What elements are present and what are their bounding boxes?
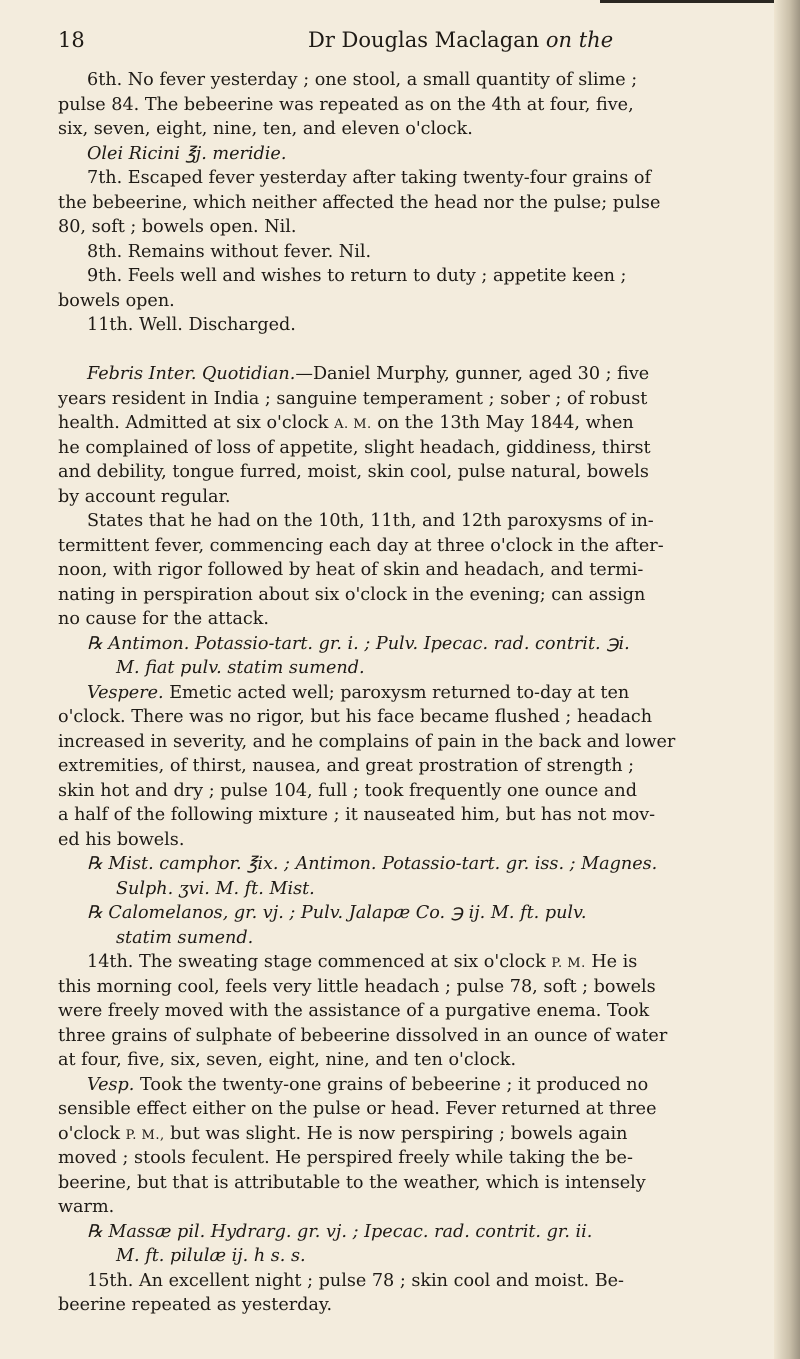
text-line: a half of the following mixture ; it nauseated him, but has not mov- [58, 805, 656, 825]
paragraph-gap [58, 338, 770, 363]
time-label: Vesp. [87, 1074, 135, 1095]
text-line: beerine repeated as yesterday. [58, 1295, 333, 1315]
prescription-text: Olei Ricini ℥j. meridie. [87, 143, 287, 164]
prescription-text: statim sumend. [116, 927, 254, 948]
prescription-line [58, 1244, 770, 1269]
prescription-line [58, 656, 770, 681]
text-line: 80, soft ; bowels open. Nil. [58, 217, 297, 237]
running-title-author: Dr Douglas Maclagan [308, 28, 540, 52]
text-line: pulse 84. The bebeerine was repeated as on the 4th at four, five, [58, 94, 634, 115]
text-line: years resident in India ; sanguine temperament ; sober ; of robust [58, 388, 648, 409]
prescription-line [58, 632, 770, 657]
prescription-text: Sulph. ʒvi. M. ft. Mist. [116, 878, 315, 899]
text-line [58, 1122, 770, 1147]
text-span: health. Admitted at six o'clock [58, 413, 329, 433]
text-line: 6th. No fever yesterday ; one stool, a small quantity of slime ; [87, 70, 638, 90]
text-line: noon, with rigor followed by heat of skin and headach, and termi- [58, 560, 644, 580]
text-span: on the 13th May 1844, when [377, 413, 634, 433]
body-text [58, 68, 770, 1318]
page-edge-shadow [774, 0, 800, 1359]
text-line: o'clock. There was no rigor, but his face became flushed ; headach [58, 707, 653, 727]
text-line: extremities, of thirst, nausea, and great prostration of strength ; [58, 756, 635, 776]
text-line: six, seven, eight, nine, ten, and eleven o'clock. [58, 119, 473, 139]
text-line [58, 681, 770, 706]
text-line: he complained of loss of appetite, slight headach, giddiness, thirst [58, 437, 651, 458]
text-line: increased in severity, and he complains of pain in the back and lower [58, 731, 676, 752]
prescription-line [58, 926, 770, 951]
text-line: beerine, but that is attributable to the weather, which is intensely [58, 1172, 646, 1193]
text-line: States that he had on the 10th, 11th, and 12th paroxysms of in- [87, 511, 654, 531]
prescription-text: M. ft. pilulæ ij. h s. s. [116, 1246, 306, 1266]
text-line: and debility, tongue furred, moist, skin cool, pulse natural, bowels [58, 462, 649, 482]
prescription-text: M. fiat pulv. statim sumend. [116, 658, 365, 678]
text-line: 15th. An excellent night ; pulse 78 ; skin cool and moist. Be- [87, 1270, 624, 1291]
text-span: —Daniel Murphy, gunner, aged 30 ; five [295, 364, 650, 384]
small-caps-time: A. M. [334, 417, 372, 432]
prescription-line [58, 142, 770, 167]
text-span: Took the twenty-one grains of bebeerine ; it produced no [139, 1074, 649, 1095]
text-line: 7th. Escaped fever yesterday after taking twenty-four grains of [87, 168, 651, 188]
page-number: 18 [58, 28, 85, 52]
text-line: ed his bowels. [58, 829, 185, 850]
text-line: 8th. Remains without fever. Nil. [87, 241, 372, 262]
text-line [58, 1073, 770, 1098]
text-line: this morning cool, feels very little headach ; pulse 78, soft ; bowels [58, 976, 656, 997]
text-line: bowels open. [58, 290, 175, 311]
text-line: at four, five, six, seven, eight, nine, and ten o'clock. [58, 1050, 517, 1070]
small-caps-time: P. M., [125, 1127, 165, 1143]
text-line: 11th. Well. Discharged. [87, 315, 296, 335]
prescription-line [58, 1220, 770, 1245]
case-heading: Febris Inter. Quotidian. [87, 364, 296, 384]
text-line [58, 950, 770, 975]
text-line: warm. [58, 1197, 115, 1217]
running-title [308, 28, 613, 52]
text-span: He is [591, 952, 638, 972]
prescription-text: ℞ Antimon. Potassio-tart. gr. i. ; Pulv. Ipecac. rad. contrit. ℈i. [87, 633, 630, 654]
text-span: but was slight. He is now perspiring ; bowels again [170, 1123, 628, 1144]
text-span: 14th. The sweating stage commenced at six o'clock [87, 952, 546, 972]
text-line: three grains of sulphate of bebeerine dissolved in an ounce of water [58, 1025, 668, 1046]
prescription-text: ℞ Mist. camphor. ℥ix. ; Antimon. Potassio-tart. gr. iss. ; Magnes. [87, 854, 658, 874]
text-line: nating in perspiration about six o'clock in the evening; can assign [58, 584, 646, 605]
prescription-line [58, 852, 770, 877]
text-line: no cause for the attack. [58, 609, 269, 629]
text-line: were freely moved with the assistance of a purgative enema. Took [58, 1001, 650, 1021]
time-label: Vespere. [87, 682, 164, 703]
text-line: skin hot and dry ; pulse 104, full ; took frequently one ounce and [58, 780, 637, 801]
page-header [58, 28, 758, 68]
prescription-line [58, 877, 770, 902]
prescription-text: ℞ Massæ pil. Hydrarg. gr. vj. ; Ipecac. rad. contrit. gr. ii. [87, 1221, 593, 1242]
top-rule [600, 0, 800, 3]
text-line [58, 411, 770, 436]
text-span: o'clock [58, 1123, 121, 1144]
text-span: Emetic acted well; paroxysm returned to-day at ten [169, 682, 630, 703]
text-line: 9th. Feels well and wishes to return to duty ; appetite keen ; [87, 266, 627, 286]
text-line: sensible effect either on the pulse or head. Fever returned at three [58, 1099, 657, 1119]
prescription-line [58, 901, 770, 926]
text-line: moved ; stools feculent. He perspired freely while taking the be- [58, 1148, 633, 1168]
case-heading-line [58, 362, 770, 387]
text-line: by account regular. [58, 486, 231, 507]
text-line: the bebeerine, which neither affected the head nor the pulse; pulse [58, 192, 661, 213]
prescription-text: ℞ Calomelanos, gr. vj. ; Pulv. Jalapæ Co. ℈ ij. M. ft. pulv. [87, 903, 587, 923]
text-line: termittent fever, commencing each day at three o'clock in the after- [58, 535, 664, 556]
small-caps-time: P. M. [551, 956, 586, 971]
running-title-italic: on the [545, 28, 614, 52]
